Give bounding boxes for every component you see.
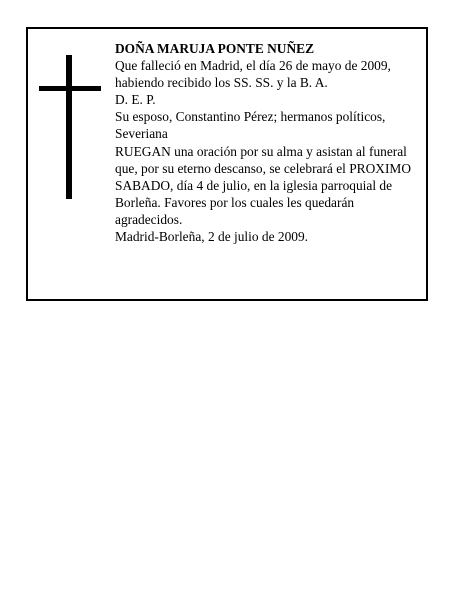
family-members: Su esposo, Constantino Pérez; hermanos políticos, Severiana: [115, 109, 386, 142]
cross-vertical-bar: [66, 55, 72, 199]
cross-horizontal-bar: [39, 86, 101, 91]
obituary-notice: [26, 27, 428, 301]
deceased-name: DOÑA MARUJA PONTE NUÑEZ: [115, 41, 315, 56]
notice-text: [115, 40, 420, 245]
rest-in-peace: D. E. P.: [115, 92, 156, 108]
place-and-date: Madrid-Borleña, 2 de julio de 2009.: [115, 229, 309, 245]
cross-icon: [39, 55, 101, 199]
death-announcement: Que falleció en Madrid, el día 26 de mayo de 2009, habiendo recibido los SS. SS. y la B. A.: [115, 58, 391, 91]
funeral-request: RUEGAN una oración por su alma y asistan al funeral que, por su eterno descanso, se celebrará el PROXIMO SABADO, día 4 de julio, en la iglesia parroquial de Borleña. Favores por los cuales les quedarán agradecidos.: [115, 143, 411, 227]
